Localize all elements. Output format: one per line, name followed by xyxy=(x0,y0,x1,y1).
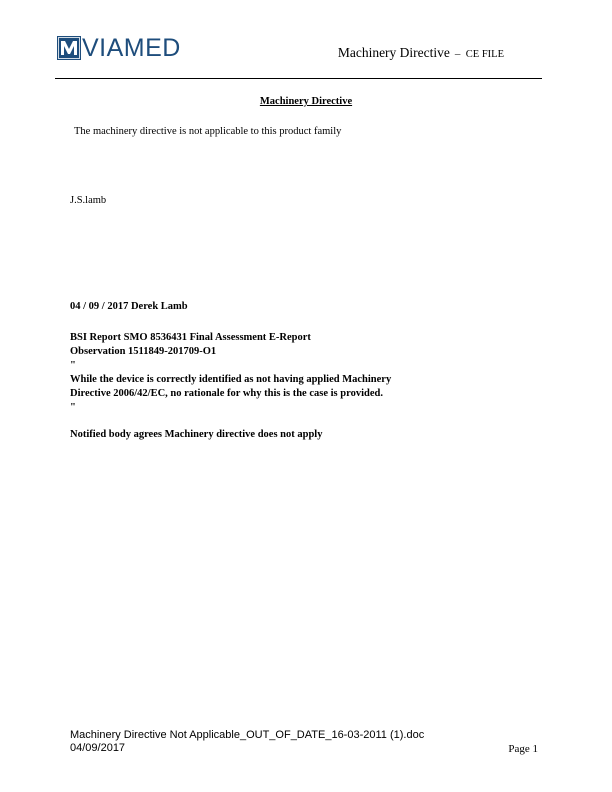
observation-id: Observation 1511849-201709-O1 xyxy=(70,346,217,357)
signature: J.S.lamb xyxy=(70,195,107,206)
observation-text-line-2: Directive 2006/42/EC, no rationale for why this is the case is provided. xyxy=(70,388,383,399)
footer-page-number: Page 1 xyxy=(508,743,538,755)
observation-text-line-1: While the device is correctly identified as not having applied Machinery xyxy=(70,374,392,385)
logo-text: VIAMED xyxy=(82,34,181,62)
entry-date-author: 04 / 09 / 2017 Derek Lamb xyxy=(70,301,188,312)
conclusion: Notified body agrees Machinery directive does not apply xyxy=(70,429,323,440)
document-heading: Machinery Directive xyxy=(259,96,353,107)
header-title-dash: – xyxy=(454,48,461,60)
header-divider xyxy=(55,78,542,79)
report-line: BSI Report SMO 8536431 Final Assessment E-Report xyxy=(70,332,311,343)
quote-open: " xyxy=(70,360,76,371)
footer-filename: Machinery Directive Not Applicable_OUT_OF_DATE_16-03-2011 (1).doc xyxy=(70,729,425,741)
header-title-main: Machinery Directive xyxy=(337,45,450,60)
quote-close: " xyxy=(70,402,76,413)
footer-date: 04/09/2017 xyxy=(70,742,126,754)
header-title-sub: CE FILE xyxy=(465,49,504,60)
applicability-statement: The machinery directive is not applicable to this product family xyxy=(74,126,342,137)
viamed-logo-mark-icon xyxy=(57,36,81,60)
header-title xyxy=(338,45,504,61)
viamed-logo xyxy=(57,36,181,60)
